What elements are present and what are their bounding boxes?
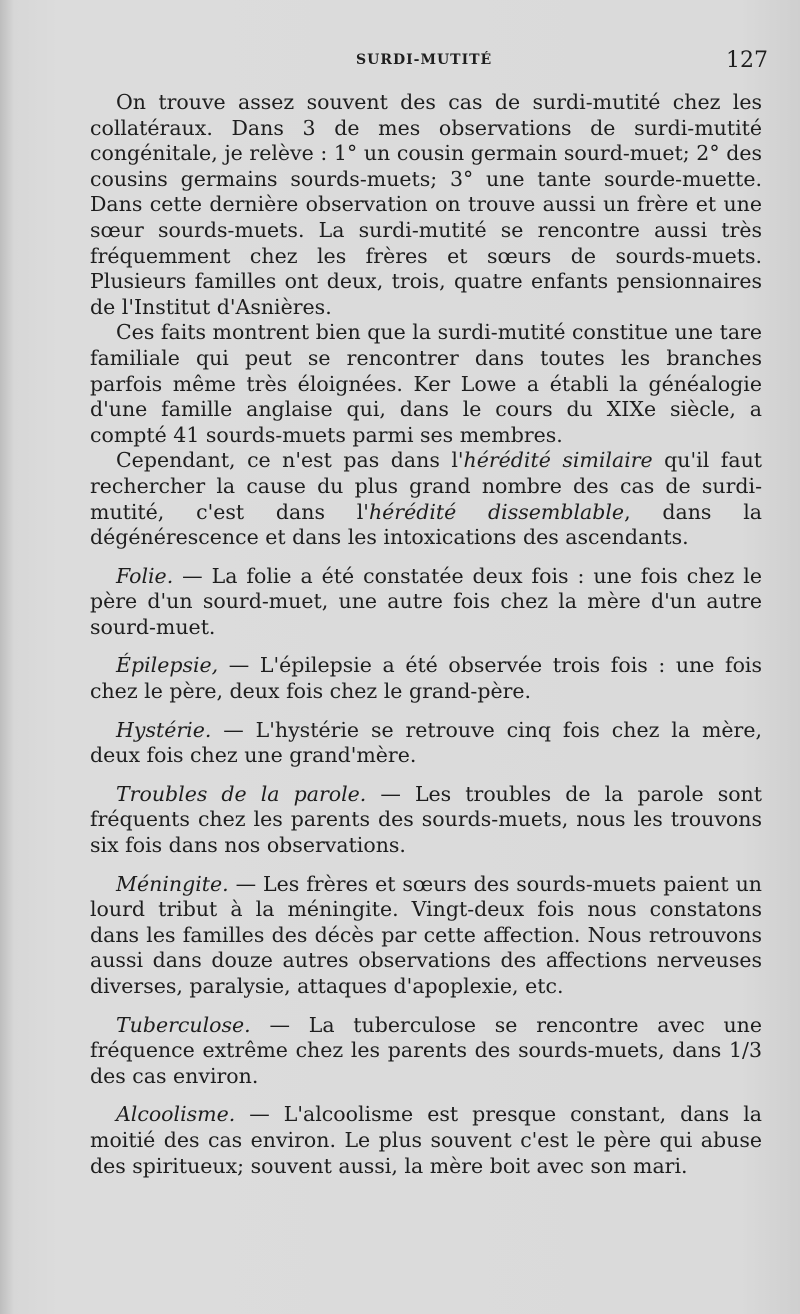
section-tuberculose-title: Tuberculose.	[116, 1012, 251, 1037]
paragraph-heredite-part-3: , dans la dégénérescence et dans les intoxications des ascendants.	[90, 499, 762, 550]
section-hysterie-title: Hystérie.	[116, 717, 212, 742]
paragraph-heredite	[90, 448, 762, 550]
emphasis-heredite-similaire: hérédité similaire	[463, 448, 653, 473]
section-alcoolisme	[90, 1102, 762, 1179]
section-folie	[90, 564, 762, 641]
section-meningite-title: Méningite.	[116, 871, 229, 896]
running-head: SURDI-MUTITÉ	[356, 52, 493, 68]
emphasis-heredite-dissemblable: hérédité dissemblable	[368, 499, 625, 524]
paragraph-tare-familiale: Ces faits montrent bien que la surdi-mutité constitue une tare familiale qui peut se rencontrer dans toutes les branches parfois même très éloignées. Ker Lowe a établi la généalogie d'une famille anglaise qui, dans le cours du XIXe siècle, a compté 41 sourds-muets parmi ses membres.	[90, 320, 762, 447]
section-folie-title: Folie.	[116, 563, 174, 588]
paragraph-heredite-part-1: Cependant, ce n'est pas dans l'	[116, 448, 464, 473]
section-troubles-parole-title: Troubles de la parole.	[116, 781, 367, 806]
section-folie-text: — La folie a été constatée deux fois : une fois chez le père d'un sourd-muet, une autre fois chez la mère d'un autre sourd-muet.	[90, 563, 762, 639]
section-alcoolisme-title: Alcoolisme.	[116, 1102, 236, 1127]
paragraph-collateraux: On trouve assez souvent des cas de surdi-mutité chez les collatéraux. Dans 3 de mes observations de surdi-mutité congénitale, je relève : 1° un cousin germain sourd-muet; 2° des cousins germains sourds-muets; 3° une tante sourde-muette. Dans cette dernière observation on trouve aussi un frère et une sœur sourds-muets. La surdi-mutité se rencontre aussi très fréquemment chez les frères et sœurs de sourds-muets. Plusieurs familles ont deux, trois, quatre enfants pensionnaires de l'Institut d'Asnières.	[90, 90, 762, 319]
section-alcoolisme-text: — L'alcoolisme est presque constant, dans la moitié des cas environ. Le plus souvent c'est le père qui abuse des spiritueux; souvent aussi, la mère boit avec son mari.	[90, 1102, 762, 1178]
section-epilepsie-title: Épilepsie,	[116, 653, 219, 678]
section-troubles-parole	[90, 782, 762, 859]
section-troubles-parole-text: — Les troubles de la parole sont fréquents chez les parents des sourds-muets, nous les trouvons six fois dans nos observations.	[90, 781, 762, 858]
section-meningite	[90, 872, 762, 1000]
section-hysterie	[90, 718, 762, 769]
page-header	[0, 48, 800, 78]
section-hysterie-text: — L'hystérie se retrouve cinq fois chez la mère, deux fois chez une grand'mère.	[90, 717, 762, 768]
body-text	[90, 90, 762, 1179]
section-epilepsie	[90, 653, 762, 704]
section-epilepsie-text: — L'épilepsie a été observée trois fois : une fois chez le père, deux fois chez le grand-père.	[90, 653, 762, 704]
section-meningite-text: — Les frères et sœurs des sourds-muets paient un lourd tribut à la méningite. Vingt-deux fois nous constatons dans les familles des décès par cette affection. Nous retrouvons aussi dans douze autres observations des affections nerveuses diverses, paralysie, attaques d'apoplexie, etc.	[90, 871, 762, 998]
section-tuberculose	[90, 1013, 762, 1090]
page-number: 127	[726, 48, 768, 73]
section-tuberculose-text: — La tuberculose se rencontre avec une fréquence extrême chez les parents des sourds-muets, dans 1/3 des cas environ.	[90, 1012, 762, 1088]
paragraph-heredite-part-2: qu'il faut rechercher la cause du plus grand nombre des cas de surdi-mutité, c'est dans l'	[90, 448, 763, 524]
